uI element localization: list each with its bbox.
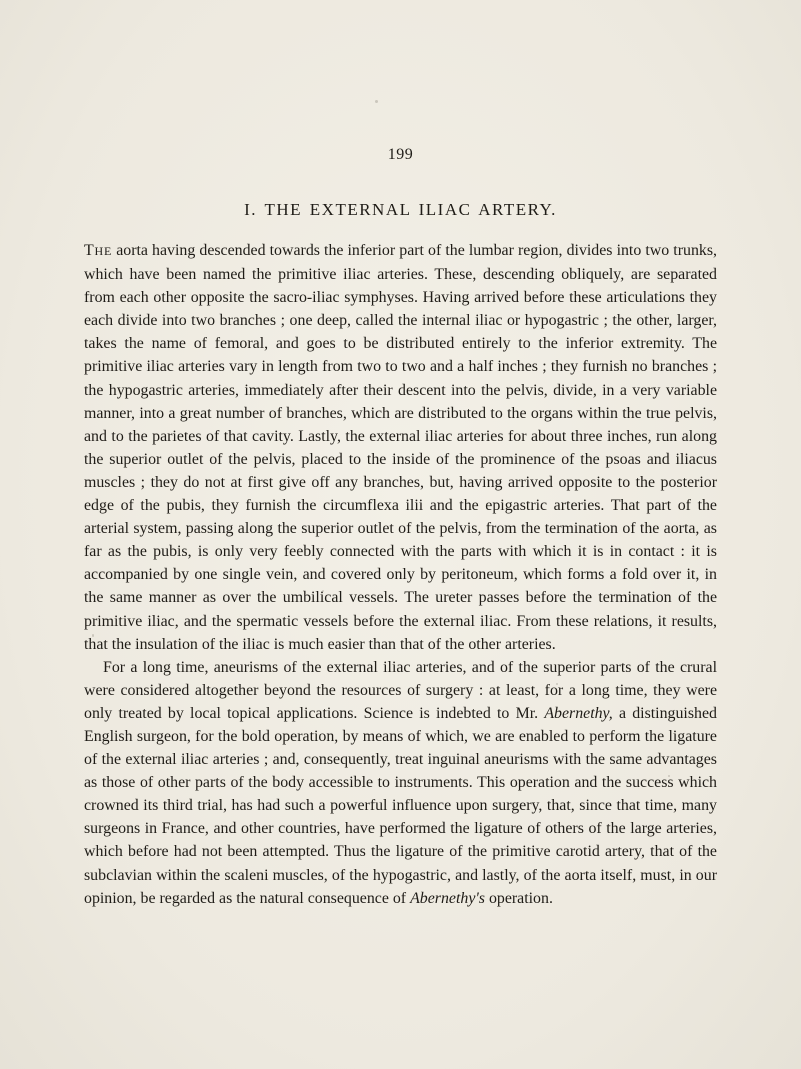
paper-speck bbox=[556, 683, 558, 685]
paragraph-1-text: aorta having descended towards the inferior part of the lumbar region, divides into two trunks, which have been named the primitive iliac arteries. These, descending obliquely, are separated from each other opposite the sacro-iliac symphyses. Having arrived before these articulations they each divide into two branches ; one deep, called the internal iliac or hypogastric ; the other, larger, takes the name of femoral, and goes to be distributed entirely to the inferior extremity. The primitive iliac arteries vary in length from two to two and a half inches ; they furnish no branches ; the hypogastric arteries, immediately after their descent into the pelvis, divide, in a very variable manner, into a great number of branches, which are distributed to the organs within the true pelvis, and to the parietes of that cavity. Lastly, the external iliac arteries for about three inches, run along the superior outlet of the pelvis, placed to the inside of the prominence of the psoas and iliacus muscles ; they do not at first give off any branches, but, having arrived opposite to the posterior edge of the pubis, they furnish the circumflexa ilii and the epigastric arteries. That part of the arterial system, passing along the superior outlet of the pelvis, from the termination of the aorta, as far as the pubis, is only very feebly connected with the parts with which it is in contact : it is accompanied by one single vein, and covered only by peritoneum, which forms a fold over it, in the same manner as over the umbilical vessels. The ureter passes before the termination of the primitive iliac, and the spermatic vessels before the external iliac. From these relations, it results, that the insulation of the iliac is much easier than that of the other arteries. bbox=[84, 242, 717, 653]
paragraph-1 bbox=[84, 239, 717, 656]
paper-speck bbox=[668, 775, 670, 777]
paper-speck bbox=[375, 100, 378, 103]
paragraph-2-part-1: For a long time, aneurisms of the external iliac arteries, and of the superior parts of the crural were considered altogether beyond the resources of surgery : at least, for a long time, they were only treated by local topical applications. Science is indebted to Mr. bbox=[84, 658, 717, 722]
paragraph-2 bbox=[84, 656, 717, 910]
paragraph-2-part-3: operation. bbox=[484, 889, 553, 907]
name-abernethys: Abernethy's bbox=[410, 889, 485, 907]
name-abernethy: Abernethy, bbox=[544, 704, 613, 722]
lead-word-initial: T bbox=[84, 242, 95, 259]
lead-word bbox=[84, 242, 112, 259]
section-title: I. THE EXTERNAL ILIAC ARTERY. bbox=[244, 200, 557, 219]
lead-word-rest: HE bbox=[94, 244, 113, 258]
paragraph-2-part-2: a distinguished English surgeon, for the bold operation, by means of which, we are enabled to perform the ligature of the external iliac arteries ; and, consequently, treat inguinal aneurisms with the same advantages as those of other parts of the body accessible to instruments. This operation and the success which crowned its third trial, has had such a powerful influence upon surgery, that, since that time, many surgeons in France, and other countries, have performed the ligature of others of the large arteries, which before had not been attempted. Thus the ligature of the primitive carotid artery, that of the subclavian within the scaleni muscles, of the hypogastric, and lastly, of the aorta itself, must, in our opinion, be regarded as the natural consequence of bbox=[84, 704, 717, 907]
paper-speck bbox=[92, 634, 94, 637]
page-number: 199 bbox=[387, 146, 414, 163]
body-text bbox=[84, 239, 717, 910]
paper-speck bbox=[322, 590, 324, 592]
